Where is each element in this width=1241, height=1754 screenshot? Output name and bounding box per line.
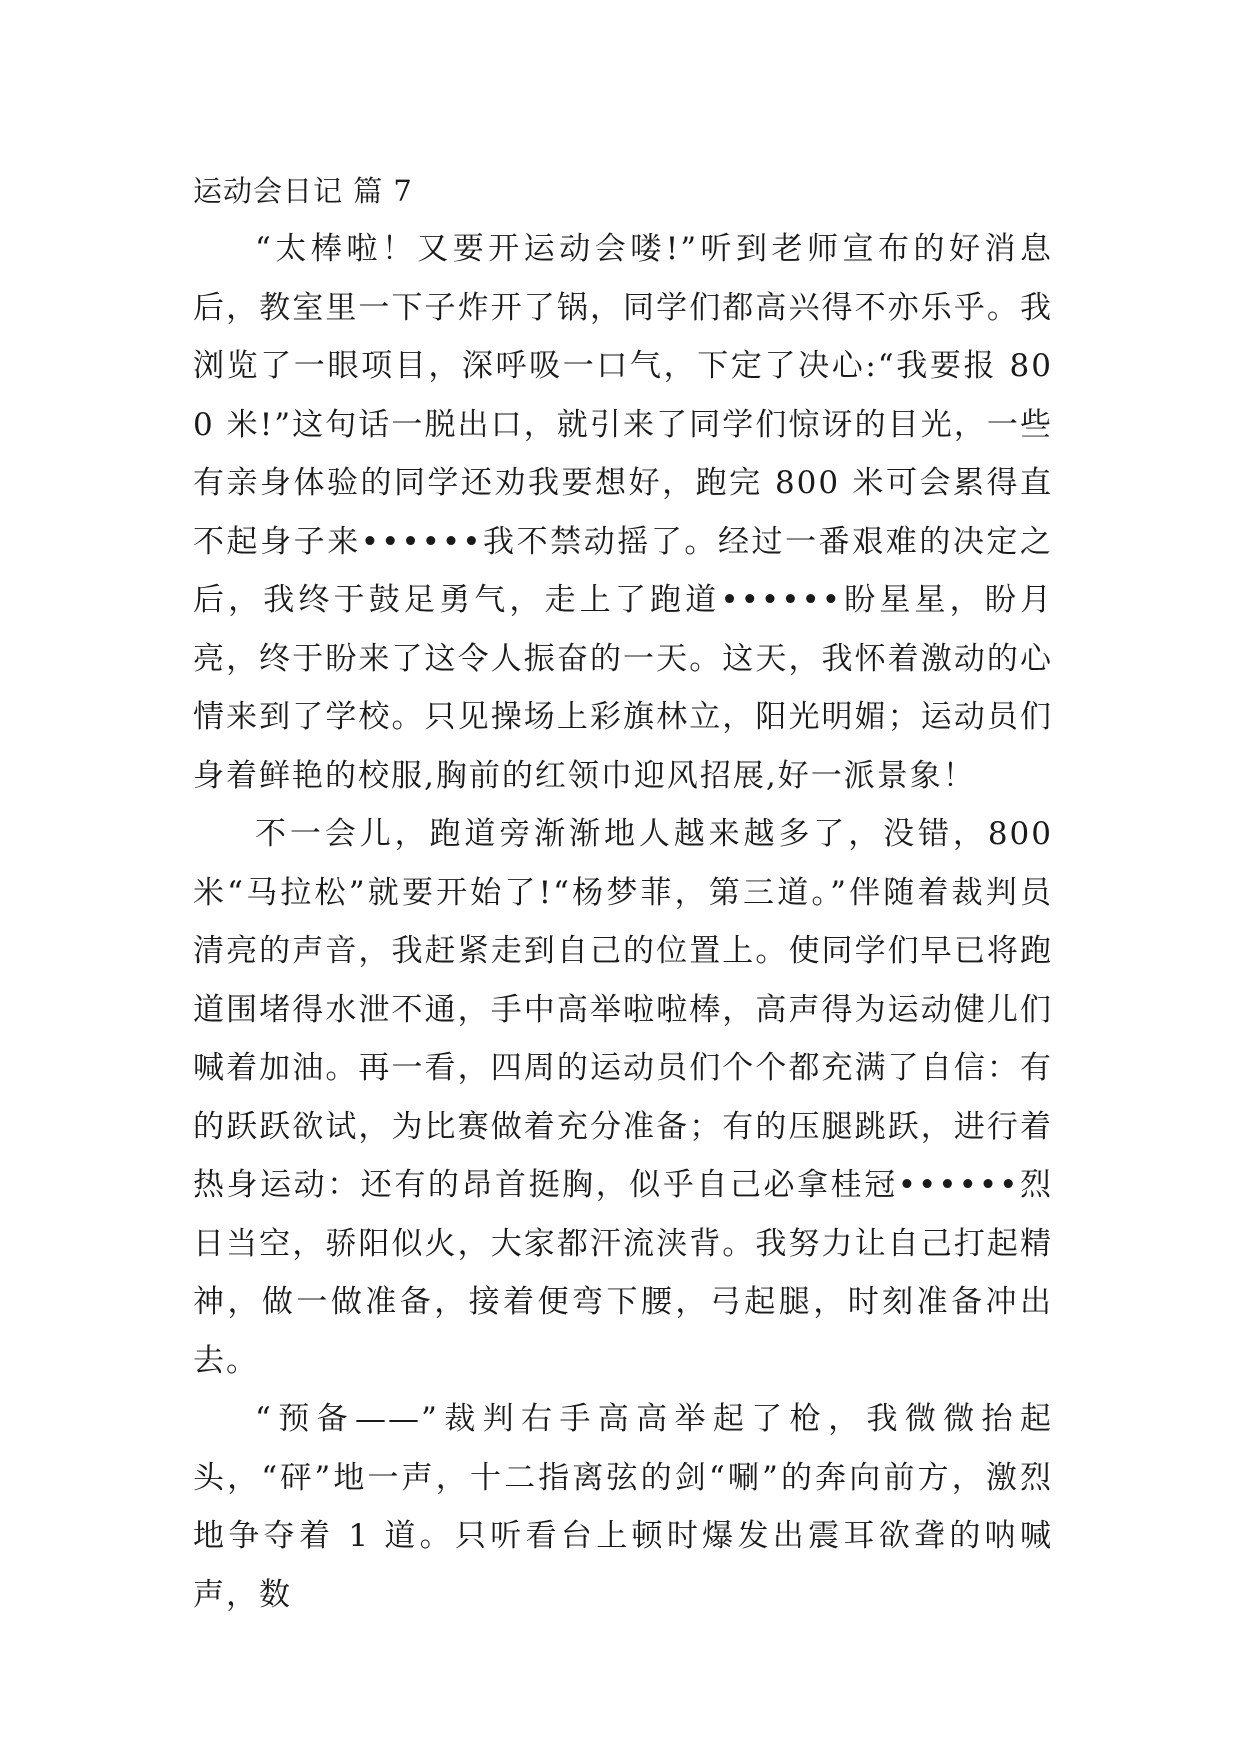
page-title: 运动会日记 篇 7	[193, 174, 413, 208]
paragraph-3: “预备——”裁判右手高高举起了枪，我微微抬起头，“砰”地一声，十二指离弦的剑“唰”的奔向前方，激烈地争夺着 1 道。只听看台上顿时爆发出震耳欲聋的呐喊声，数	[193, 1401, 1053, 1613]
paragraph-2: 不一会儿，跑道旁渐渐地人越来越多了，没错，800 米“马拉松”就要开始了!“杨梦菲，第三道。”伴随着裁判员清亮的声音，我赶紧走到自己的位置上。使同学们早已将跑道围堵得水泄不通，手中高举啦啦棒，高声得为运动健儿们喊着加油。再一看，四周的运动员们个个都充满了自信：有的跃跃欲试，为比赛做着充分准备；有的压腿跳跃，进行着热身运动：还有的昂首挺胸，似乎自己必拿桂冠••••••烈日当空，骄阳似火，大家都汗流浃背。我努力让自己打起精神，做一做准备，接着便弯下腰，弓起腿，时刻准备冲出去。	[193, 816, 1053, 1379]
paragraph-1: “太棒啦！又要开运动会喽!”听到老师宣布的好消息后，教室里一下子炸开了锅，同学们都高兴得不亦乐乎。我浏览了一眼项目，深呼吸一口气，下定了决心:“我要报 800 米!”这句话一脱出口，就引来了同学们惊讶的目光，一些有亲身体验的同学还劝我要想好，跑完 800 米可会累得直不起身子来••••••我不禁动摇了。经过一番艰难的决定之后，我终于鼓足勇气，走上了跑道••••••盼星星，盼月亮，终于盼来了这令人振奋的一天。这天，我怀着激动的心情来到了学校。只见操场上彩旗林立，阳光明媚；运动员们身着鲜艳的校服,胸前的红领巾迎风招展,好一派景象！	[193, 231, 1053, 794]
document-body	[193, 162, 1053, 1624]
